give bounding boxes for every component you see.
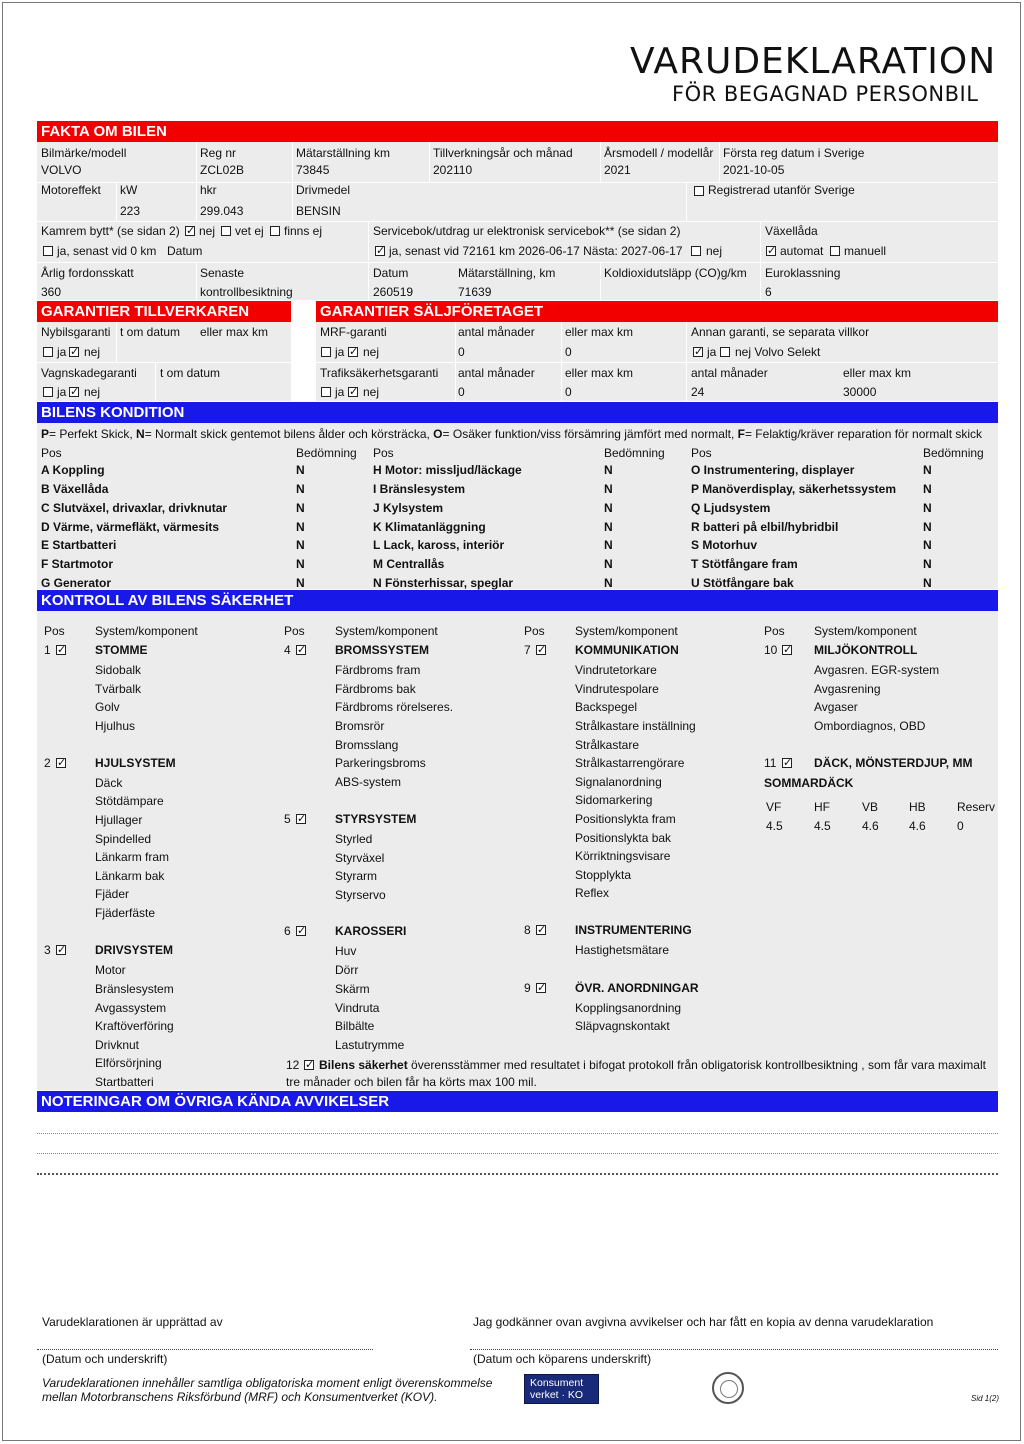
kond-bedom-header-3: Bedömning — [923, 446, 984, 460]
note-line-2[interactable] — [37, 1153, 998, 1154]
nybil-ja-label: ja — [57, 345, 67, 359]
vaxel-label: Växellåda — [765, 224, 818, 238]
component-item: Färdbroms rörelseres. — [335, 700, 454, 714]
group-number: 3 — [44, 943, 51, 957]
page-title: VARUDEKLARATION — [630, 41, 997, 82]
sakerhet-sys-header: System/komponent — [95, 624, 198, 638]
tire-col-value: 4.6 — [909, 819, 926, 833]
annan-max-label: eller max km — [843, 366, 912, 380]
datum-sign-label: (Datum och underskrift) — [42, 1352, 168, 1366]
component-item: Avgaser — [814, 700, 858, 714]
regnr-label: Reg nr — [200, 146, 237, 160]
group-title: ÖVR. ANORDNINGAR — [575, 981, 699, 995]
kamrem-nej-label: nej — [199, 224, 216, 238]
component-item: Bromsslang — [335, 738, 399, 752]
service-label: Servicebok/utdrag ur elektronisk servicebok** (se sidan 2) — [373, 224, 681, 238]
annan-label: Annan garanti, se separata villkor — [691, 325, 870, 339]
sakerhet-sys-header: System/komponent — [335, 624, 438, 638]
trafik-nej-label: nej — [363, 385, 380, 399]
motoreffekt-label: Motoreffekt — [41, 183, 101, 197]
g12-line2: tre månader och bilen får ha körts max 100 mil. — [286, 1075, 537, 1089]
condition-item-label: O Instrumentering, displayer — [691, 463, 855, 477]
legend-o: O — [433, 427, 443, 441]
condition-item-label: E Startbatteri — [41, 538, 117, 552]
group-number: 5 — [284, 812, 291, 826]
group-checkbox[interactable]: ✓ — [537, 643, 547, 656]
kond-bedom-header-1: Bedömning — [296, 446, 357, 460]
component-item: Parkeringsbroms — [335, 756, 426, 770]
kw-label: kW — [120, 183, 138, 197]
datum-value: 260519 — [373, 285, 414, 299]
kondition-legend — [41, 427, 982, 441]
nybil-ja-checkbox[interactable] — [43, 347, 53, 357]
g11-subtitle: SOMMARDÄCK — [764, 776, 854, 790]
kond-pos-header-2: Pos — [373, 446, 394, 460]
legend-n-text: = Normalt skick gentemot bilens ålder och körsträcka, — [144, 427, 434, 441]
group-title: KOMMUNIKATION — [575, 643, 679, 657]
legend-p: P — [41, 427, 50, 441]
condition-item-grade: N — [604, 576, 613, 590]
legend-f: F — [737, 427, 745, 441]
component-item: Motor — [95, 963, 126, 977]
component-item: Kopplingsanordning — [575, 1001, 682, 1015]
group-title: BROMSSYSTEM — [335, 643, 430, 657]
group-title: MILJÖKONTROLL — [814, 643, 918, 657]
component-item: Elförsörjning — [95, 1056, 162, 1070]
section-noteringar: NOTERINGAR OM ÖVRIGA KÄNDA AVVIKELSER — [37, 1091, 998, 1112]
condition-item-grade: N — [296, 520, 305, 534]
group-number: 2 — [44, 756, 51, 770]
condition-item-grade: N — [296, 482, 305, 496]
trafik-max-value: 0 — [565, 385, 572, 399]
forsta-value: 2021-10-05 — [723, 163, 785, 177]
component-item: Strålkastarrengörare — [575, 756, 685, 770]
arsmodell-value: 2021 — [604, 163, 631, 177]
component-item: Avgasren. EGR-system — [814, 663, 940, 677]
kond-pos-header-1: Pos — [41, 446, 62, 460]
component-item: Hjullager — [95, 813, 143, 827]
section-garanti-tillverkaren: GARANTIER TILLVERKAREN — [37, 301, 291, 322]
condition-item-label: T Stötfångare fram — [691, 557, 798, 571]
condition-item-label: K Klimatanläggning — [373, 520, 486, 534]
buyer-signature-line[interactable] — [470, 1349, 998, 1350]
group-number: 11 — [764, 756, 777, 770]
vagn-ja-label: ja — [57, 385, 67, 399]
component-item: Styrled — [335, 832, 373, 846]
tire-col-label: HF — [814, 800, 830, 814]
section-sakerhet: KONTROLL AV BILENS SÄKERHET — [37, 590, 998, 611]
component-item: Backspegel — [575, 700, 638, 714]
datum-label: Datum — [373, 266, 409, 280]
component-item: Signalanordning — [575, 775, 662, 789]
component-item: Avgasrening — [814, 682, 881, 696]
note-line-1[interactable] — [37, 1133, 998, 1134]
kamrem-datum-label: Datum — [167, 244, 203, 258]
vagn-nej-checkbox[interactable]: ✓ — [70, 385, 80, 398]
trafik-max-label: eller max km — [565, 366, 634, 380]
component-item: Kraftöverföring — [95, 1019, 174, 1033]
sakerhet-pos-header: Pos — [44, 624, 65, 638]
matar2-label: Mätarställning, km — [458, 266, 556, 280]
trafik-label: Trafiksäkerhetsgaranti — [320, 366, 439, 380]
group-checkbox[interactable]: ✓ — [297, 812, 307, 825]
annan-antal-label: antal månader — [691, 366, 768, 380]
component-item: Dörr — [335, 963, 359, 977]
group-number: 6 — [284, 924, 291, 938]
condition-item-grade: N — [923, 538, 932, 552]
group-checkbox[interactable]: ✓ — [297, 643, 307, 656]
component-item: Avgassystem — [95, 1001, 167, 1015]
group-number: 8 — [524, 923, 531, 937]
page-subtitle: FÖR BEGAGNAD PERSONBIL — [672, 82, 979, 106]
group-title: HJULSYSTEM — [95, 756, 176, 770]
tire-col-value: 0 — [957, 819, 964, 833]
group-checkbox[interactable]: ✓ — [57, 756, 67, 769]
component-item: Lastutrymme — [335, 1038, 405, 1052]
condition-item-label: F Startmotor — [41, 557, 113, 571]
konsumentverket-logo — [524, 1374, 599, 1404]
condition-item-grade: N — [296, 538, 305, 552]
kond-pos-header-3: Pos — [691, 446, 712, 460]
tire-col-label: Reserv — [957, 800, 996, 814]
godkanner-label: Jag godkänner ovan avgivna avvikelser och har fått en kopia av denna varudeklaration — [473, 1315, 934, 1329]
trafik-antal-value: 0 — [458, 385, 465, 399]
condition-item-label: S Motorhuv — [691, 538, 757, 552]
component-item: Vindrutespolare — [575, 682, 659, 696]
condition-item-grade: N — [604, 463, 613, 477]
component-item: Släpvagnskontakt — [575, 1019, 670, 1033]
hkr-label: hkr — [200, 183, 217, 197]
nybil-max-label: eller max km — [200, 325, 269, 339]
sakerhet-sys-header: System/komponent — [814, 624, 917, 638]
kamrem-vetej-checkbox[interactable] — [221, 226, 231, 236]
trafik-nej-checkbox[interactable]: ✓ — [349, 385, 359, 398]
condition-item-grade: N — [923, 501, 932, 515]
component-item: Sidomarkering — [575, 793, 653, 807]
condition-item-grade: N — [296, 557, 305, 571]
datum-kopare-label: (Datum och köparens underskrift) — [473, 1352, 652, 1366]
condition-item-grade: N — [923, 482, 932, 496]
condition-item-grade: N — [923, 520, 932, 534]
component-item: Tvärbalk — [95, 682, 142, 696]
kamrem-vetej-label: vet ej — [235, 224, 264, 238]
component-item: Hjulhus — [95, 719, 136, 733]
section-garanti-saljforetaget: GARANTIER SÄLJFÖRETAGET — [316, 301, 998, 322]
tire-col-label: VF — [766, 800, 782, 814]
skatt-label: Årlig fordonsskatt — [41, 266, 134, 280]
service-ja-label: ja, senast vid 72161 km 2026-06-17 Nästa: 2027-06-17 — [389, 244, 683, 258]
service-nej-checkbox[interactable] — [691, 246, 701, 256]
nybil-tom-label: t om datum — [120, 325, 181, 339]
legend-f-text: = Felaktig/kräver reparation för normalt skick — [744, 427, 983, 441]
component-item: Vindrutetorkare — [575, 663, 657, 677]
condition-item-label: G Generator — [41, 576, 112, 590]
component-item: Länkarm fram — [95, 850, 170, 864]
arsmodell-label: Årsmodell / modellår — [604, 146, 714, 160]
annan-max-value: 30000 — [843, 385, 877, 399]
trafik-ja-label: ja — [335, 385, 345, 399]
condition-item-grade: N — [296, 501, 305, 515]
component-item: Huv — [335, 944, 357, 958]
component-item: Färdbroms fram — [335, 663, 421, 677]
group-title: STYRSYSTEM — [335, 812, 417, 826]
seller-signature-line[interactable] — [37, 1349, 373, 1350]
condition-item-label: I Bränslesystem — [373, 482, 466, 496]
utanfor-label: Registrerad utanför Sverige — [708, 183, 855, 197]
hkr-value: 299.043 — [200, 204, 244, 218]
group-title: DRIVSYSTEM — [95, 943, 174, 957]
component-item: Golv — [95, 700, 120, 714]
condition-item-grade: N — [604, 538, 613, 552]
vagn-tom-label: t om datum — [160, 366, 221, 380]
component-item: Ombordiagnos, OBD — [814, 719, 926, 733]
component-item: Fjäderfäste — [95, 906, 156, 920]
condition-item-label: A Koppling — [41, 463, 105, 477]
vaxel-man-label: manuell — [844, 244, 887, 258]
service-nej-label: nej — [706, 244, 723, 258]
group-title: STOMME — [95, 643, 148, 657]
component-item: Strålkastare — [575, 738, 640, 752]
condition-item-grade: N — [296, 463, 305, 477]
mrf-ja-label: ja — [335, 345, 345, 359]
component-item: Strålkastare inställning — [575, 719, 696, 733]
page-number: Sid 1(2) — [971, 1394, 1000, 1403]
nybil-nej-checkbox[interactable]: ✓ — [70, 345, 80, 358]
kamrem-ja-checkbox[interactable] — [43, 246, 53, 256]
mrf-seal-logo — [712, 1372, 744, 1404]
condition-item-label: C Slutväxel, drivaxlar, drivknutar — [41, 501, 228, 515]
group-checkbox[interactable]: ✓ — [57, 943, 67, 956]
mrf-max-label: eller max km — [565, 325, 634, 339]
kamrem-ja-label: ja, senast vid 0 km — [57, 244, 157, 258]
component-item: ABS-system — [335, 775, 402, 789]
section-fakta: FAKTA OM BILEN — [37, 121, 998, 142]
component-item: Drivknut — [95, 1038, 140, 1052]
legend-o-text: = Osäker funktion/viss försämring jämfört med normalt, — [442, 427, 738, 441]
condition-item-label: J Kylsystem — [373, 501, 444, 515]
mrf-nej-label: nej — [363, 345, 380, 359]
vaxel-auto-label: automat — [780, 244, 824, 258]
kamrem-finns-checkbox[interactable] — [270, 226, 280, 236]
g12-bold: Bilens säkerhet — [319, 1058, 408, 1072]
senaste-label: Senaste — [200, 266, 245, 280]
condition-item-grade: N — [604, 501, 613, 515]
legend-n: N — [136, 427, 145, 441]
drivmedel-label: Drivmedel — [296, 183, 351, 197]
section-kondition: BILENS KONDITION — [37, 402, 998, 423]
vaxel-auto-checkbox[interactable]: ✓ — [767, 244, 777, 257]
kamrem-finns-label: finns ej — [284, 224, 323, 238]
kond-bedom-header-2: Bedömning — [604, 446, 665, 460]
skatt-value: 360 — [41, 285, 62, 299]
condition-item-label: U Stötfångare bak — [691, 576, 794, 590]
component-item: Styrarm — [335, 869, 377, 883]
component-item: Bromsrör — [335, 719, 385, 733]
matar-label: Mätarställning km — [296, 146, 391, 160]
condition-item-grade: N — [923, 557, 932, 571]
annan-ja-label: ja — [707, 345, 717, 359]
senaste-value: kontrollbesiktning — [200, 285, 293, 299]
group-number: 9 — [524, 981, 531, 995]
bilmarke-label: Bilmärke/modell — [41, 146, 127, 160]
condition-item-grade: N — [604, 520, 613, 534]
vagn-label: Vagnskadegaranti — [41, 366, 137, 380]
group-checkbox[interactable]: ✓ — [537, 981, 547, 994]
logo-line-2: verket · KO — [530, 1389, 584, 1401]
mrf-nej-checkbox[interactable]: ✓ — [349, 345, 359, 358]
upprattad-label: Varudeklarationen är upprättad av — [42, 1315, 223, 1329]
group-number: 1 — [44, 643, 51, 657]
tire-col-label: HB — [909, 800, 926, 814]
component-item: Positionslykta bak — [575, 831, 672, 845]
service-ja-checkbox[interactable]: ✓ — [376, 244, 386, 257]
legend-p-text: = Perfekt Skick, — [49, 427, 137, 441]
g12-text: överensstämmer med resultatet i bifogat protokoll från obligatorisk kontrollbesiktning , som får vara maximalt — [407, 1058, 986, 1072]
sakerhet-sys-header: System/komponent — [575, 624, 678, 638]
component-item: Stötdämpare — [95, 794, 164, 808]
utanfor-checkbox[interactable] — [694, 186, 704, 196]
component-item: Länkarm bak — [95, 869, 165, 883]
component-item: Däck — [95, 776, 123, 790]
condition-item-label: L Lack, kaross, interiör — [373, 538, 505, 552]
vaxel-man-checkbox[interactable] — [830, 246, 840, 256]
component-item: Körriktningsvisare — [575, 849, 671, 863]
condition-item-label: R batteri på elbil/hybridbil — [691, 520, 839, 534]
component-item: Färdbroms bak — [335, 682, 416, 696]
mrf-antal-label: antal månader — [458, 325, 535, 339]
trafik-ja-checkbox[interactable] — [321, 387, 331, 397]
g12-num: 12 — [286, 1058, 300, 1072]
euro-label: Euroklassning — [765, 266, 841, 280]
regnr-value: ZCL02B — [200, 163, 245, 177]
tire-col-value: 4.5 — [814, 819, 831, 833]
kw-value: 223 — [120, 204, 141, 218]
trafik-antal-label: antal månader — [458, 366, 535, 380]
condition-item-label: D Värme, värmefläkt, värmesits — [41, 520, 220, 534]
component-item: Bränslesystem — [95, 982, 174, 996]
annan-text: nej Volvo Selekt — [735, 345, 821, 359]
tillv-value: 202110 — [433, 163, 473, 177]
group-checkbox[interactable]: ✓ — [783, 643, 793, 656]
group-title: KAROSSERI — [335, 924, 407, 938]
component-item: Bilbälte — [335, 1019, 375, 1033]
mrf-label: MRF-garanti — [320, 325, 387, 339]
euro-value: 6 — [765, 285, 772, 299]
component-item: Reflex — [575, 886, 610, 900]
co2-label: Koldioxidutsläpp (CO)g/km — [604, 266, 747, 280]
vagn-ja-checkbox[interactable] — [43, 387, 53, 397]
component-item: Skärm — [335, 982, 370, 996]
condition-item-label: Q Ljudsystem — [691, 501, 771, 515]
annan-ja-checkbox[interactable]: ✓ — [694, 345, 704, 358]
component-item: Spindelled — [95, 832, 152, 846]
component-item: Styrservo — [335, 888, 386, 902]
component-item: Positionslykta fram — [575, 812, 676, 826]
component-item: Startbatteri — [95, 1075, 154, 1089]
tire-col-label: VB — [862, 800, 879, 814]
condition-item-label: H Motor: missljud/läckage — [373, 463, 522, 477]
condition-item-label: N Fönsterhissar, speglar — [373, 576, 514, 590]
mrf-antal-value: 0 — [458, 345, 465, 359]
group-checkbox[interactable]: ✓ — [57, 643, 67, 656]
component-item: Stopplykta — [575, 868, 632, 882]
nybil-label: Nybilsgaranti — [41, 325, 111, 339]
nybil-nej-label: nej — [84, 345, 101, 359]
sakerhet-pos-header: Pos — [764, 624, 785, 638]
condition-item-grade: N — [296, 576, 305, 590]
drivmedel-value: BENSIN — [296, 204, 341, 218]
matar-value: 73845 — [296, 163, 330, 177]
group-checkbox[interactable]: ✓ — [537, 923, 547, 936]
annan-antal-value: 24 — [691, 385, 705, 399]
logo-line-1: Konsument — [530, 1377, 584, 1389]
condition-item-grade: N — [604, 557, 613, 571]
condition-item-label: B Växellåda — [41, 482, 109, 496]
component-item: Fjäder — [95, 887, 130, 901]
mrf-ja-checkbox[interactable] — [321, 347, 331, 357]
condition-item-label: M Centrallås — [373, 557, 445, 571]
sakerhet-pos-header: Pos — [524, 624, 545, 638]
kamrem-nej-checkbox[interactable]: ✓ — [186, 224, 196, 237]
group-title: DÄCK, MÖNSTERDJUP, MM — [814, 756, 973, 770]
group-title: INSTRUMENTERING — [575, 923, 692, 937]
component-item: Hastighetsmätare — [575, 943, 670, 957]
group-number: 10 — [764, 643, 778, 657]
condition-item-grade: N — [923, 463, 932, 477]
forsta-label: Första reg datum i Sverige — [723, 146, 865, 160]
mrf-max-value: 0 — [565, 345, 572, 359]
info-line-2: mellan Motorbranschens Riksförbund (MRF) och Konsumentverket (KOV). — [42, 1390, 438, 1404]
tillv-label: Tillverkningsår och månad — [433, 146, 573, 160]
vagn-nej-label: nej — [84, 385, 101, 399]
info-line-1: Varudeklarationen innehåller samtliga obligatoriska moment enligt överenskommelse — [42, 1376, 493, 1390]
condition-item-grade: N — [604, 482, 613, 496]
group-checkbox[interactable]: ✓ — [297, 924, 307, 937]
condition-item-grade: N — [923, 576, 932, 590]
sakerhet-pos-header: Pos — [284, 624, 305, 638]
group-number: 4 — [284, 643, 291, 657]
tire-col-value: 4.6 — [862, 819, 879, 833]
component-item: Sidobalk — [95, 663, 142, 677]
component-item: Styrväxel — [335, 851, 385, 865]
g12-line1 — [319, 1058, 986, 1072]
component-item: Vindruta — [335, 1001, 380, 1015]
matar2-value: 71639 — [458, 285, 492, 299]
condition-item-label: P Manöverdisplay, säkerhetssystem — [691, 482, 896, 496]
note-line-3[interactable] — [37, 1173, 998, 1175]
group-number: 7 — [524, 643, 531, 657]
bilmarke-value: VOLVO — [41, 163, 82, 177]
annan-nej-checkbox[interactable] — [720, 347, 730, 357]
group-checkbox[interactable]: ✓ — [783, 756, 793, 769]
kamrem-label: Kamrem bytt* (se sidan 2) — [41, 224, 180, 238]
g12-checkbox[interactable]: ✓ — [305, 1058, 315, 1071]
tire-col-value: 4.5 — [766, 819, 783, 833]
